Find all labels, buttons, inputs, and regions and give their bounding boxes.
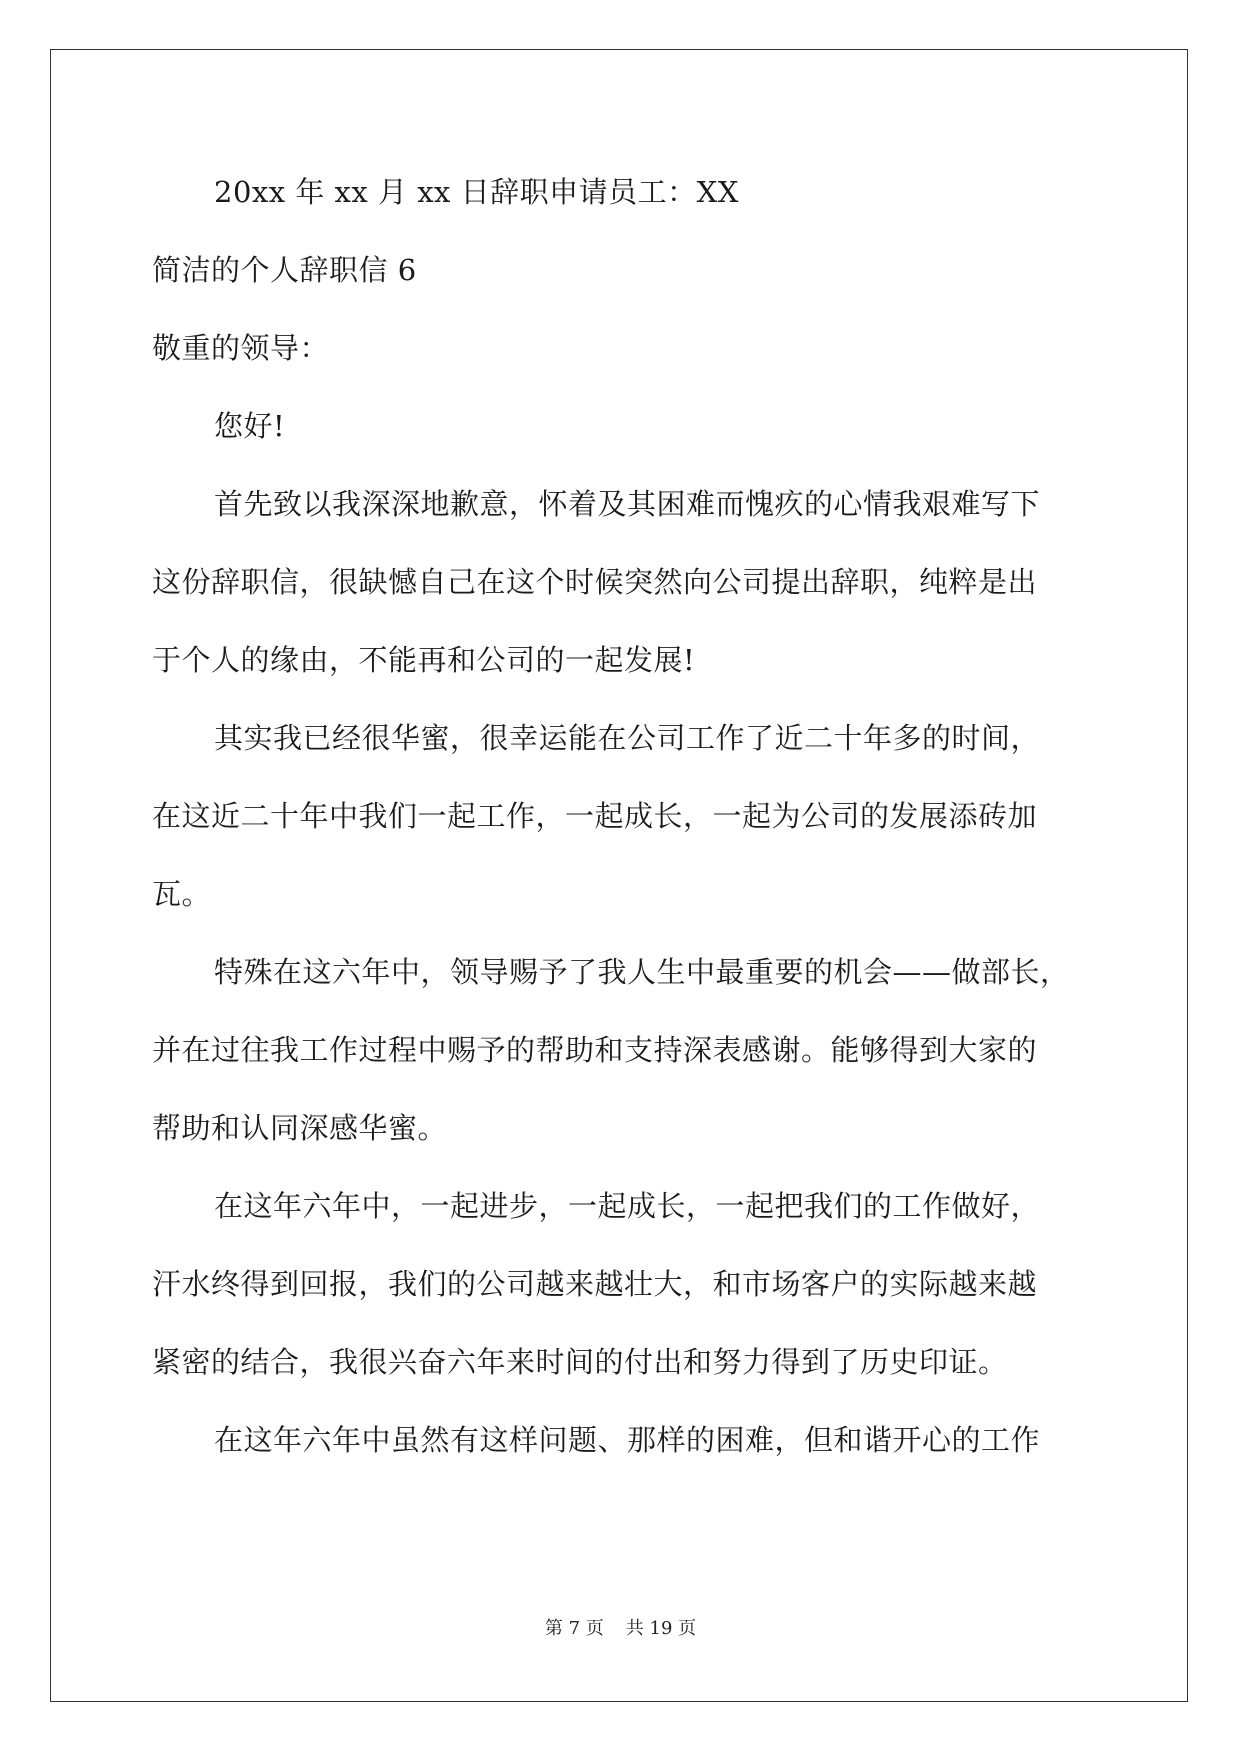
- paragraph-line: 汗水终得到回报，我们的公司越来越壮大，和市场客户的实际越来越: [152, 1267, 1038, 1301]
- date-signature-line: 20xx 年 xx 月 xx 日辞职申请员工：XX: [214, 175, 739, 209]
- page-total: 共 19 页: [625, 1618, 697, 1639]
- paragraph-line: 特殊在这六年中，领导赐予了我人生中最重要的机会——做部长，: [214, 955, 1070, 989]
- letter-title: 简洁的个人辞职信 6: [152, 253, 417, 287]
- greeting: 您好!: [214, 409, 286, 443]
- paragraph-line: 并在过往我工作过程中赐予的帮助和支持深表感谢。能够得到大家的: [152, 1033, 1038, 1067]
- paragraph-line: 瓦。: [152, 877, 212, 911]
- paragraph-line: 紧密的结合，我很兴奋六年来时间的付出和努力得到了历史印证。: [152, 1345, 1008, 1379]
- paragraph-line: 在这年六年中虽然有这样问题、那样的困难，但和谐开心的工作: [214, 1423, 1041, 1457]
- paragraph-line: 首先致以我深深地歉意，怀着及其困难而愧疚的心情我艰难写下: [214, 487, 1041, 521]
- paragraph-line: 这份辞职信，很缺憾自己在这个时候突然向公司提出辞职，纯粹是出: [152, 565, 1038, 599]
- paragraph-line: 帮助和认同深感华蜜。: [152, 1111, 448, 1145]
- paragraph-line: 于个人的缘由，不能再和公司的一起发展!: [152, 643, 696, 677]
- paragraph-line: 在这年六年中，一起进步，一起成长，一起把我们的工作做好，: [214, 1189, 1041, 1223]
- salutation: 敬重的领导：: [152, 331, 330, 365]
- page-number: 第 7 页: [544, 1618, 604, 1639]
- page-footer: [0, 1617, 1241, 1641]
- paragraph-line: 在这近二十年中我们一起工作，一起成长，一起为公司的发展添砖加: [152, 799, 1038, 833]
- paragraph-line: 其实我已经很华蜜，很幸运能在公司工作了近二十年多的时间，: [214, 721, 1041, 755]
